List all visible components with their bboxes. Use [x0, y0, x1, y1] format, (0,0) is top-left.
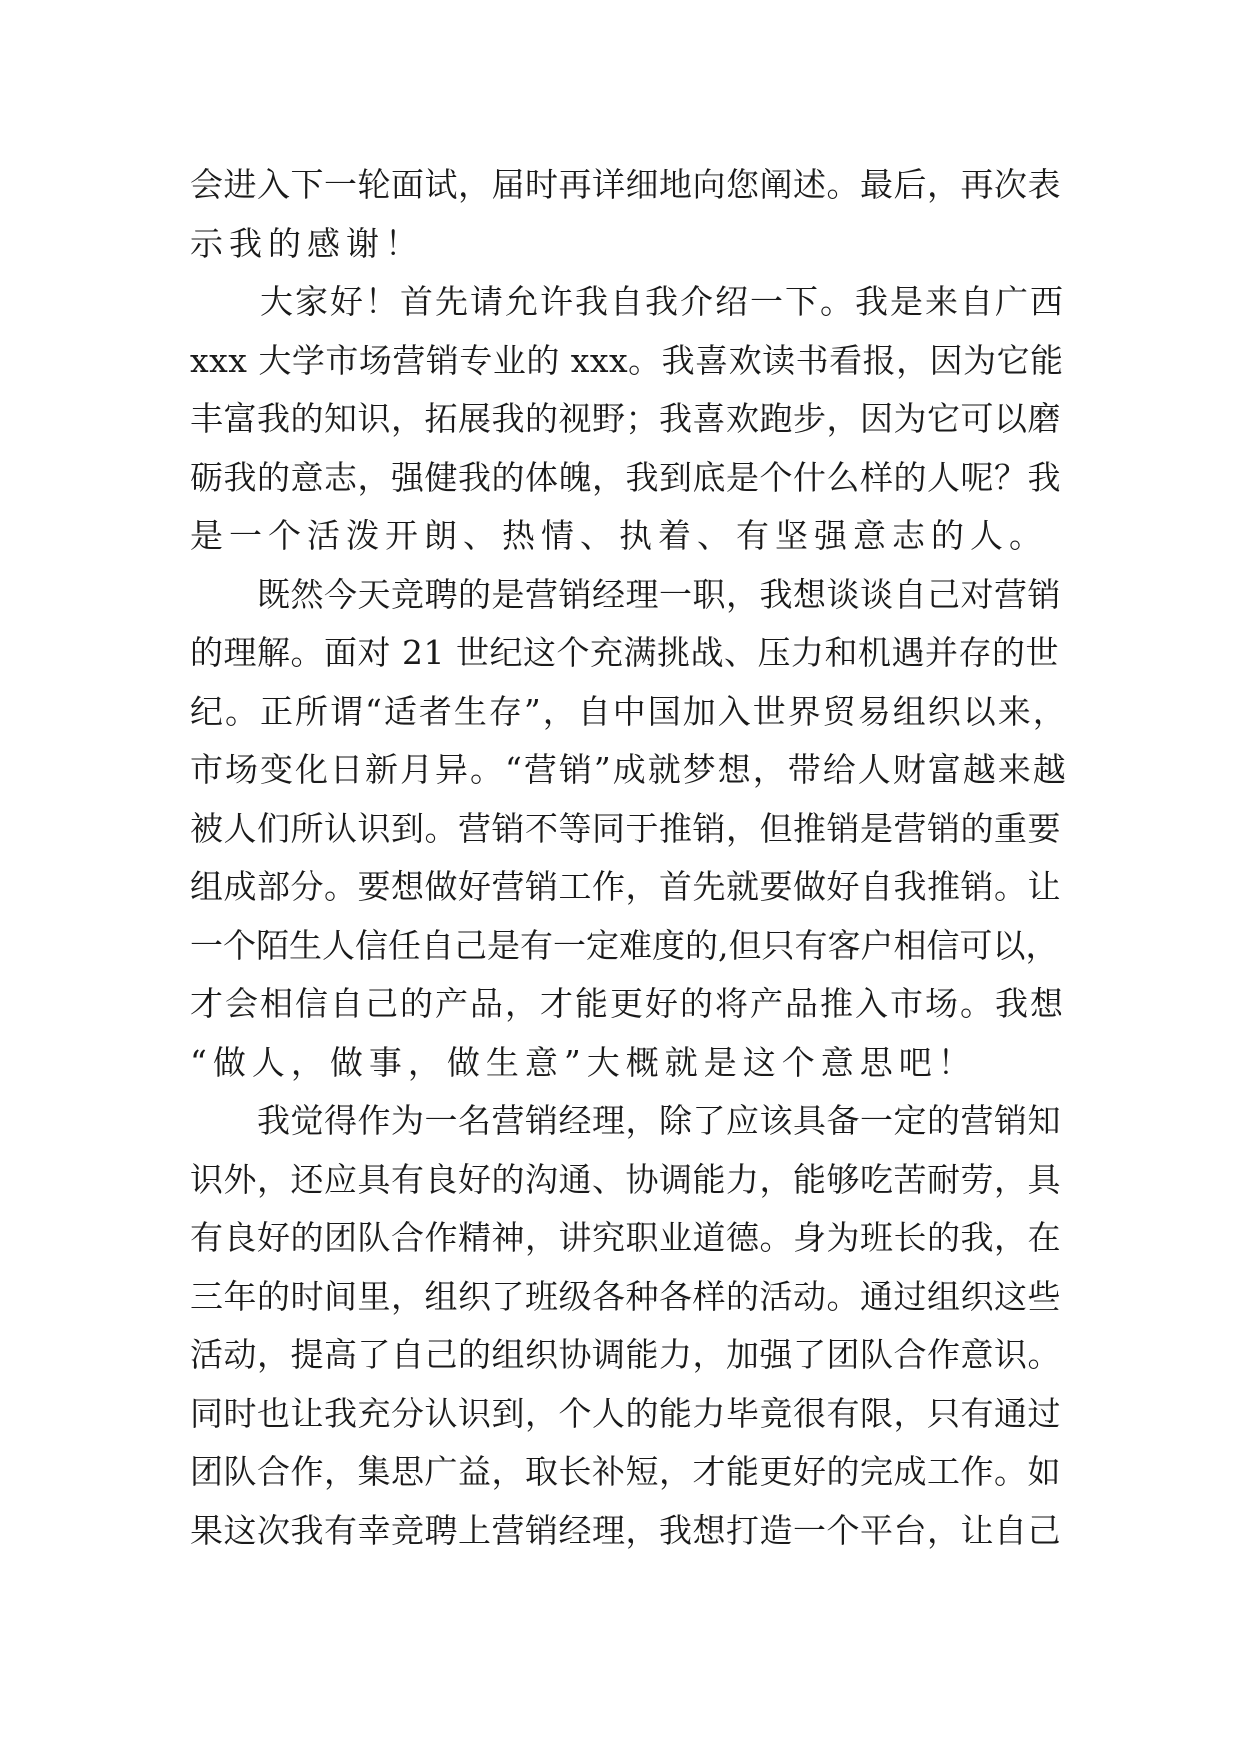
- text-line: 被人们所认识到。营销不等同于推销，但推销是营销的重要: [190, 808, 1061, 848]
- text-line: xxx 大学市场营销专业的 xxx。我喜欢读书看报，因为它能: [190, 340, 1064, 380]
- text-line: 砺我的意志，强健我的体魄，我到底是个什么样的人呢？我: [190, 457, 1061, 497]
- text-line: 大家好！首先请允许我自我介绍一下。我是来自广西: [190, 282, 1065, 321]
- text-line: 同时也让我充分认识到，个人的能力毕竟很有限，只有通过: [190, 1393, 1061, 1433]
- text-line: 活动，提高了自己的组织协调能力，加强了团队合作意识。: [190, 1335, 1061, 1374]
- text-line: 团队合作，集思广益，取长补短，才能更好的完成工作。如: [190, 1452, 1061, 1491]
- text-line: “做人，做事，做生意”大概就是这个意思吧！: [190, 1042, 977, 1082]
- text-line: 既然今天竞聘的是营销经理一职，我想谈谈自己对营销: [190, 574, 1061, 614]
- text-line: 有良好的团队合作精神，讲究职业道德。身为班长的我，在: [190, 1218, 1061, 1257]
- text-line: 一个陌生人信任自己是有一定难度的,但只有客户相信可以，: [190, 925, 1059, 965]
- text-line: 识外，还应具有良好的沟通、协调能力，能够吃苦耐劳，具: [190, 1159, 1061, 1199]
- text-line: 市场变化日新月异。“营销”成就梦想，带给人财富越来越: [190, 750, 1068, 789]
- text-line: 果这次我有幸竞聘上营销经理，我想打造一个平台，让自己: [190, 1510, 1061, 1550]
- text-line: 才会相信自己的产品，才能更好的将产品推入市场。我想: [190, 984, 1065, 1023]
- text-line: 三年的时间里，组织了班级各种各样的活动。通过组织这些: [190, 1276, 1061, 1316]
- text-line: 纪。正所谓“适者生存”，自中国加入世界贸易组织以来，: [190, 691, 1068, 731]
- document-body: [190, 156, 1070, 1560]
- text-line: 会进入下一轮面试，届时再详细地向您阐述。最后，再次表: [190, 165, 1061, 204]
- text-line: 的理解。面对 21 世纪这个充满挑战、压力和机遇并存的世: [190, 633, 1059, 672]
- text-line: 示我的感谢！: [190, 223, 424, 263]
- text-line: 丰富我的知识，拓展我的视野；我喜欢跑步，因为它可以磨: [190, 399, 1061, 438]
- text-line: 我觉得作为一名营销经理，除了应该具备一定的营销知: [190, 1101, 1061, 1140]
- text-line: 组成部分。要想做好营销工作，首先就要做好自我推销。让: [190, 867, 1061, 906]
- text-line: 是一个活泼开朗、热情、执着、有坚强意志的人。: [190, 516, 1048, 555]
